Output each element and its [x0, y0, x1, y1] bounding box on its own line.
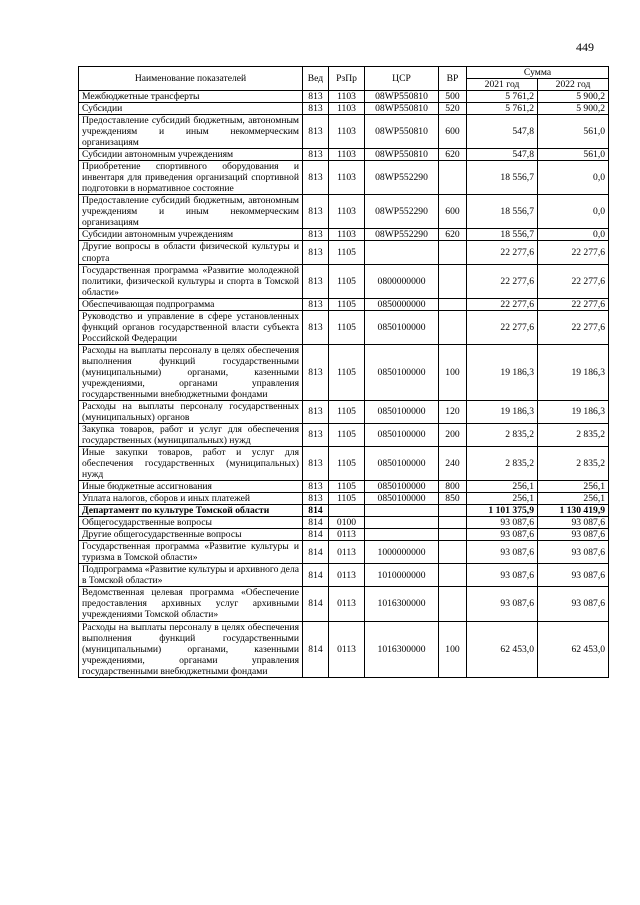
- cell-rzpr: 1103: [329, 149, 365, 161]
- cell-csr: 1000000000: [365, 541, 439, 564]
- table-row: [79, 241, 609, 264]
- cell-sum-2022: 2 835,2: [538, 447, 609, 481]
- cell-csr: 0850100000: [365, 493, 439, 505]
- cell-name: Департамент по культуре Томской области: [79, 505, 303, 517]
- cell-name: Государственная программа «Развитие молодежной политики, физической культуры и спорта в Томской области»: [79, 264, 303, 298]
- cell-rzpr: 1105: [329, 264, 365, 298]
- cell-name: Предоставление субсидий бюджетным, автономным учреждениям и иным некоммерческим организациям: [79, 115, 303, 149]
- cell-csr: 08WP550810: [365, 103, 439, 115]
- cell-sum-2021: 256,1: [467, 481, 538, 493]
- table-row: [79, 310, 609, 344]
- cell-ved: 813: [303, 241, 329, 264]
- cell-sum-2022: 561,0: [538, 115, 609, 149]
- cell-vr: [439, 517, 467, 529]
- cell-rzpr: 0113: [329, 529, 365, 541]
- table-row: [79, 161, 609, 195]
- cell-csr: 08WP550810: [365, 115, 439, 149]
- cell-ved: 813: [303, 423, 329, 446]
- cell-vr: 100: [439, 621, 467, 677]
- cell-ved: 813: [303, 447, 329, 481]
- cell-sum-2022: 19 186,3: [538, 400, 609, 423]
- cell-vr: [439, 298, 467, 310]
- cell-name: Закупка товаров, работ и услуг для обеспечения государственных (муниципальных) нужд: [79, 423, 303, 446]
- cell-ved: 813: [303, 229, 329, 241]
- cell-sum-2021: 93 087,6: [467, 529, 538, 541]
- cell-name: Иные закупки товаров, работ и услуг для обеспечения государственных (муниципальных) нужд: [79, 447, 303, 481]
- cell-sum-2021: 19 186,3: [467, 344, 538, 400]
- cell-sum-2021: 547,8: [467, 149, 538, 161]
- cell-vr: [439, 264, 467, 298]
- cell-rzpr: 1105: [329, 481, 365, 493]
- cell-csr: 08WP550810: [365, 91, 439, 103]
- table-row: [79, 103, 609, 115]
- cell-csr: 0850100000: [365, 344, 439, 400]
- cell-csr: 0850100000: [365, 400, 439, 423]
- header-name: Наименование показателей: [79, 67, 303, 91]
- cell-vr: 600: [439, 195, 467, 229]
- cell-sum-2022: 2 835,2: [538, 423, 609, 446]
- cell-name: Субсидии автономным учреждениям: [79, 229, 303, 241]
- cell-sum-2022: 0,0: [538, 229, 609, 241]
- cell-csr: 0850000000: [365, 298, 439, 310]
- cell-sum-2021: 5 761,2: [467, 103, 538, 115]
- cell-vr: 620: [439, 229, 467, 241]
- cell-sum-2021: 19 186,3: [467, 400, 538, 423]
- cell-vr: [439, 529, 467, 541]
- cell-name: Приобретение спортивного оборудования и инвентаря для приведения организаций спортивной подготовки в нормативное состояние: [79, 161, 303, 195]
- cell-sum-2021: 1 101 375,9: [467, 505, 538, 517]
- cell-name: Межбюджетные трансферты: [79, 91, 303, 103]
- cell-sum-2021: 93 087,6: [467, 587, 538, 621]
- cell-name: Расходы на выплаты персоналу в целях обеспечения выполнения функций государственными (муниципальными) органами, казенными учреждениями, органами управления государственными внебюджетными фондами: [79, 344, 303, 400]
- cell-csr: 08WP550810: [365, 149, 439, 161]
- table-row: [79, 564, 609, 587]
- cell-vr: 800: [439, 481, 467, 493]
- cell-sum-2022: 256,1: [538, 493, 609, 505]
- cell-rzpr: 1103: [329, 91, 365, 103]
- cell-sum-2022: 5 900,2: [538, 103, 609, 115]
- cell-sum-2022: 93 087,6: [538, 529, 609, 541]
- cell-sum-2021: 18 556,7: [467, 161, 538, 195]
- cell-csr: [365, 529, 439, 541]
- cell-sum-2021: 22 277,6: [467, 241, 538, 264]
- cell-csr: 1016300000: [365, 621, 439, 677]
- cell-vr: [439, 161, 467, 195]
- cell-csr: 1016300000: [365, 587, 439, 621]
- table-row: [79, 541, 609, 564]
- cell-sum-2022: 93 087,6: [538, 587, 609, 621]
- cell-ved: 813: [303, 264, 329, 298]
- table-row: [79, 481, 609, 493]
- cell-sum-2021: 62 453,0: [467, 621, 538, 677]
- cell-vr: 200: [439, 423, 467, 446]
- cell-rzpr: [329, 505, 365, 517]
- table-row: [79, 149, 609, 161]
- table-row: [79, 493, 609, 505]
- header-vr: ВР: [439, 67, 467, 91]
- cell-sum-2022: 93 087,6: [538, 541, 609, 564]
- cell-vr: 240: [439, 447, 467, 481]
- cell-csr: 08WP552290: [365, 229, 439, 241]
- page-number: 449: [576, 40, 594, 54]
- cell-sum-2022: 1 130 419,9: [538, 505, 609, 517]
- cell-sum-2021: 256,1: [467, 493, 538, 505]
- table-row: [79, 400, 609, 423]
- table-row: [79, 505, 609, 517]
- cell-sum-2021: 18 556,7: [467, 229, 538, 241]
- cell-sum-2022: 19 186,3: [538, 344, 609, 400]
- cell-name: Расходы на выплаты персоналу государственных (муниципальных) органов: [79, 400, 303, 423]
- table-row: [79, 447, 609, 481]
- cell-rzpr: 0113: [329, 587, 365, 621]
- cell-rzpr: 0100: [329, 517, 365, 529]
- cell-rzpr: 1105: [329, 344, 365, 400]
- cell-sum-2022: 93 087,6: [538, 564, 609, 587]
- cell-rzpr: 0113: [329, 621, 365, 677]
- cell-csr: 0800000000: [365, 264, 439, 298]
- cell-ved: 813: [303, 161, 329, 195]
- table-row: [79, 115, 609, 149]
- cell-name: Субсидии автономным учреждениям: [79, 149, 303, 161]
- cell-sum-2021: 93 087,6: [467, 564, 538, 587]
- cell-rzpr: 1103: [329, 161, 365, 195]
- cell-ved: 813: [303, 298, 329, 310]
- cell-rzpr: 1105: [329, 493, 365, 505]
- table-row: [79, 344, 609, 400]
- cell-name: Общегосударственные вопросы: [79, 517, 303, 529]
- cell-ved: 814: [303, 621, 329, 677]
- cell-csr: 1010000000: [365, 564, 439, 587]
- cell-sum-2022: 22 277,6: [538, 264, 609, 298]
- cell-ved: 813: [303, 149, 329, 161]
- cell-vr: 600: [439, 115, 467, 149]
- header-ved: Вед: [303, 67, 329, 91]
- table-row: [79, 517, 609, 529]
- cell-csr: 08WP552290: [365, 161, 439, 195]
- cell-name: Подпрограмма «Развитие культуры и архивного дела в Томской области»: [79, 564, 303, 587]
- table-row: [79, 587, 609, 621]
- cell-sum-2021: 22 277,6: [467, 310, 538, 344]
- cell-rzpr: 1103: [329, 195, 365, 229]
- cell-ved: 813: [303, 344, 329, 400]
- cell-sum-2022: 22 277,6: [538, 298, 609, 310]
- cell-sum-2022: 22 277,6: [538, 241, 609, 264]
- cell-csr: [365, 517, 439, 529]
- cell-vr: 120: [439, 400, 467, 423]
- cell-vr: 620: [439, 149, 467, 161]
- table-row: [79, 529, 609, 541]
- cell-vr: 520: [439, 103, 467, 115]
- cell-sum-2022: 0,0: [538, 195, 609, 229]
- table-row: [79, 91, 609, 103]
- cell-name: Ведомственная целевая программа «Обеспечение предоставления архивных услуг архивными учреждениями Томской области»: [79, 587, 303, 621]
- budget-table: [78, 66, 609, 678]
- cell-rzpr: 1105: [329, 298, 365, 310]
- cell-sum-2021: 93 087,6: [467, 541, 538, 564]
- cell-ved: 813: [303, 310, 329, 344]
- cell-name: Руководство и управление в сфере установленных функций органов государственной власти субъекта Российской Федерации: [79, 310, 303, 344]
- cell-rzpr: 1105: [329, 423, 365, 446]
- cell-rzpr: 1105: [329, 400, 365, 423]
- header-sum: Сумма: [467, 67, 609, 79]
- cell-csr: 0850100000: [365, 481, 439, 493]
- cell-sum-2021: 2 835,2: [467, 423, 538, 446]
- cell-rzpr: 0113: [329, 564, 365, 587]
- cell-rzpr: 1103: [329, 115, 365, 149]
- cell-rzpr: 1105: [329, 310, 365, 344]
- header-year-2022: 2022 год: [538, 79, 609, 91]
- cell-ved: 813: [303, 400, 329, 423]
- table-row: [79, 229, 609, 241]
- header-row: [79, 67, 609, 79]
- cell-ved: 814: [303, 517, 329, 529]
- cell-name: Расходы на выплаты персоналу в целях обеспечения выполнения функций государственными (муниципальными) органами, казенными учреждениями, органами управления государственными внебюджетными фондами: [79, 621, 303, 677]
- cell-vr: [439, 541, 467, 564]
- cell-csr: [365, 505, 439, 517]
- cell-sum-2022: 62 453,0: [538, 621, 609, 677]
- cell-rzpr: 1103: [329, 229, 365, 241]
- table-row: [79, 264, 609, 298]
- cell-sum-2021: 5 761,2: [467, 91, 538, 103]
- cell-rzpr: 1105: [329, 447, 365, 481]
- cell-csr: 08WP552290: [365, 195, 439, 229]
- cell-ved: 814: [303, 587, 329, 621]
- cell-ved: 813: [303, 493, 329, 505]
- table-row: [79, 621, 609, 677]
- cell-name: Обеспечивающая подпрограмма: [79, 298, 303, 310]
- cell-vr: [439, 505, 467, 517]
- cell-vr: [439, 310, 467, 344]
- cell-rzpr: 1103: [329, 103, 365, 115]
- cell-sum-2022: 22 277,6: [538, 310, 609, 344]
- cell-vr: [439, 564, 467, 587]
- cell-sum-2021: 22 277,6: [467, 298, 538, 310]
- cell-ved: 814: [303, 564, 329, 587]
- cell-vr: 500: [439, 91, 467, 103]
- cell-ved: 814: [303, 505, 329, 517]
- cell-sum-2021: 547,8: [467, 115, 538, 149]
- cell-ved: 813: [303, 103, 329, 115]
- cell-rzpr: 0113: [329, 541, 365, 564]
- cell-csr: 0850100000: [365, 310, 439, 344]
- cell-rzpr: 1105: [329, 241, 365, 264]
- table-body: [79, 91, 609, 678]
- cell-name: Другие вопросы в области физической культуры и спорта: [79, 241, 303, 264]
- table-row: [79, 195, 609, 229]
- cell-sum-2021: 2 835,2: [467, 447, 538, 481]
- cell-name: Государственная программа «Развитие культуры и туризма в Томской области»: [79, 541, 303, 564]
- cell-vr: [439, 241, 467, 264]
- cell-name: Уплата налогов, сборов и иных платежей: [79, 493, 303, 505]
- cell-sum-2021: 93 087,6: [467, 517, 538, 529]
- cell-ved: 813: [303, 115, 329, 149]
- header-csr: ЦСР: [365, 67, 439, 91]
- cell-vr: 850: [439, 493, 467, 505]
- cell-name: Предоставление субсидий бюджетным, автономным учреждениям и иным некоммерческим организациям: [79, 195, 303, 229]
- cell-sum-2022: 256,1: [538, 481, 609, 493]
- cell-vr: [439, 587, 467, 621]
- cell-ved: 813: [303, 91, 329, 103]
- cell-ved: 813: [303, 481, 329, 493]
- cell-vr: 100: [439, 344, 467, 400]
- cell-csr: 0850100000: [365, 447, 439, 481]
- cell-ved: 814: [303, 529, 329, 541]
- cell-sum-2022: 0,0: [538, 161, 609, 195]
- cell-csr: [365, 241, 439, 264]
- cell-sum-2022: 93 087,6: [538, 517, 609, 529]
- cell-sum-2021: 18 556,7: [467, 195, 538, 229]
- table-row: [79, 423, 609, 446]
- cell-sum-2022: 561,0: [538, 149, 609, 161]
- cell-sum-2021: 22 277,6: [467, 264, 538, 298]
- header-rzpr: РзПр: [329, 67, 365, 91]
- cell-sum-2022: 5 900,2: [538, 91, 609, 103]
- cell-ved: 813: [303, 195, 329, 229]
- cell-ved: 814: [303, 541, 329, 564]
- cell-csr: 0850100000: [365, 423, 439, 446]
- table-row: [79, 298, 609, 310]
- cell-name: Другие общегосударственные вопросы: [79, 529, 303, 541]
- cell-name: Субсидии: [79, 103, 303, 115]
- header-year-2021: 2021 год: [467, 79, 538, 91]
- cell-name: Иные бюджетные ассигнования: [79, 481, 303, 493]
